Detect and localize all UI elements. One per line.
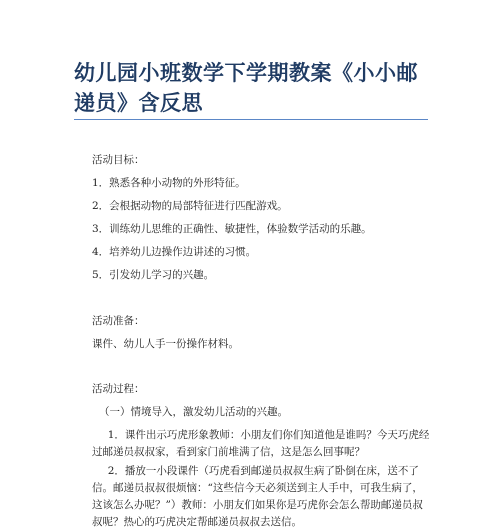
- goal-item: 1．熟悉各种小动物的外形特征。: [92, 177, 246, 189]
- goal-item: 3．训练幼儿思维的正确性、敏捷性，体验数学活动的乐趣。: [92, 223, 372, 235]
- preparation-label: 活动准备：: [92, 315, 145, 327]
- process-paragraph-1: 1．课件出示巧虎形象教师：小朋友们你们知道他是谁吗？今天巧虎经过邮递员叔叔家，看到家门前堆满了信，这是怎么回事呢？: [92, 429, 430, 458]
- process-step1-heading: （一）情境导入，激发幼儿活动的兴趣。: [99, 406, 288, 418]
- title-divider: [74, 119, 428, 120]
- document-title: 幼儿园小班数学下学期教案《小小邮递员》含反思: [74, 61, 418, 115]
- goal-item: 5．引发幼儿学习的兴趣。: [92, 269, 215, 281]
- goals-label: 活动目标：: [92, 154, 145, 166]
- process-paragraph-2: 2．播放一小段课件（巧虎看到邮递员叔叔生病了卧倒在床，送不了信。邮递员叔叔很烦恼：“这些信今天必须送到主人手中，可我生病了，这该怎么办呢？”）教师：小朋友们如果你是巧虎你会怎么帮助邮递员叔叔呢？热心的巧虎决定帮邮递员叔叔去送信。: [92, 465, 423, 528]
- goal-item: 4．培养幼儿边操作边讲述的习惯。: [92, 246, 257, 258]
- preparation-text: 课件、幼儿人手一份操作材料。: [92, 338, 239, 350]
- goal-item: 2．会根据动物的局部特征进行匹配游戏。: [92, 200, 288, 212]
- process-label: 活动过程：: [92, 383, 145, 395]
